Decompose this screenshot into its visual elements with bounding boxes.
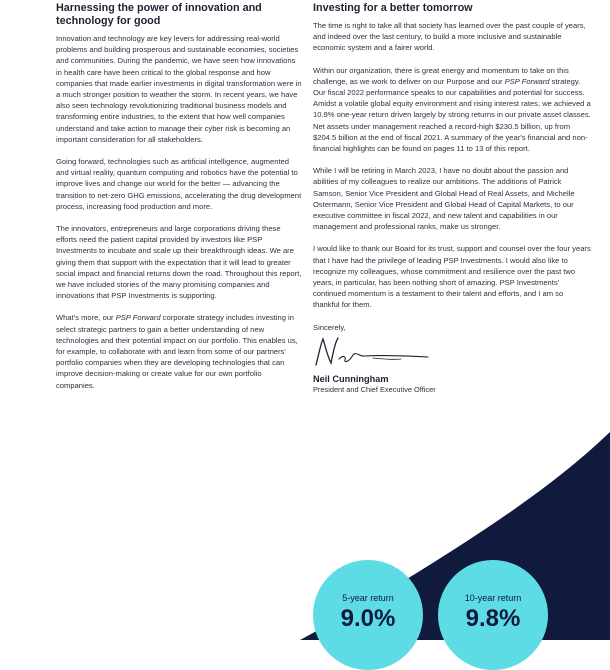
left-p4-strategy-name: PSP Forward	[115, 313, 161, 323]
ten-year-return-label: 10-year return	[464, 593, 522, 603]
left-paragraph-2: Going forward, technologies such as artificial intelligence, augmented and virtual reality, quantum computing and robotics have the potential to improve lives and change our world for the better — advancing the transition to net-zero GHG emissions, accelerating the drug development process, increasing food production and more.	[56, 157, 302, 211]
ten-year-return-badge	[438, 560, 548, 670]
five-year-return-label: 5-year return	[342, 593, 394, 603]
right-paragraph-3: While I will be retiring in March 2023, I have no doubt about the passion and abilities of my colleagues to realize our ambitions. The additions of Patrick Samson, Senior Vice President and Global Head of Real Assets, and Michelle Ostermann, Senior Vice President and Global Head of Capital Markets, to our executive committee in fiscal 2022, and new talent and capabilities in our management and professional ranks, make us stronger.	[313, 166, 575, 232]
signer-name: Neil Cunningham	[313, 373, 389, 384]
closing-text: Sincerely,	[313, 322, 346, 332]
left-paragraph-4	[56, 312, 302, 390]
left-p4-before: What's more, our	[56, 313, 116, 323]
right-column	[313, 2, 591, 395]
signature-block	[313, 322, 591, 395]
left-heading: Harnessing the power of innovation and technology for good	[56, 2, 262, 27]
right-p2-after: strategy. Our fiscal 2022 performance speaks to our capabilities and potential for success. Amidst a volatile global equity environment and rising interest rates, we achieved a 10.9% one-year return driven largely by strong returns in our private asset classes. Net assets under management reached a record-high $230.5 billion, up from $204.5 billion at the end of fiscal 2021. A summary of the year's financial and non-financial highlights can be found on pages 11 to 13 of this report.	[313, 76, 591, 154]
signer-title: President and Chief Executive Officer	[313, 384, 436, 394]
left-column	[56, 2, 302, 402]
five-year-return-badge	[313, 560, 423, 670]
right-paragraph-4: I would like to thank our Board for its trust, support and counsel over the four years that I have had the privilege of leading PSP Investments. I would also like to recognize my colleagues, whose commitment and resilience over the past two years, in particular, has been nothing short of amazing. PSP Investments' continued momentum is a testament to their talent and efforts, and I am so thankful for them.	[313, 244, 591, 310]
right-paragraph-1: The time is right to take all that society has learned over the past couple of years, and indeed over the last century, to build a more inclusive and sustainable economic system and a fairer world.	[313, 21, 586, 53]
five-year-return-value: 9.0%	[340, 605, 396, 632]
right-p2-before: Within our organization, there is great energy and momentum to take on this challenge, as we work to deliver on our Purpose and our	[313, 65, 569, 86]
right-heading: Investing for a better tomorrow	[313, 2, 473, 14]
ten-year-return-value: 9.8%	[465, 605, 521, 632]
right-paragraph-2	[313, 65, 591, 155]
left-paragraph-3: The innovators, entrepreneurs and large corporations driving these efforts need the patient capital provided by investors like PSP Investments to incubate and scale up their breakthrough ideas. We are giving them that support with the expectation that it will lead to greater social impact and financial returns down the road. Throughout this report, we have included stories of the many promising companies and innovations that PSP Investments is supporting.	[56, 224, 302, 301]
handwritten-signature	[313, 335, 433, 369]
left-p4-after: corporate strategy includes investing in select strategic partners to gain a better understanding of new technologies and their potential impact on our portfolio. This enables us, for example, to collaborate with and learn from some of our partners' portfolio companies when they are developing technologies that can improve decision-making or create value for our own portfolio companies.	[56, 313, 298, 390]
left-paragraph-1: Innovation and technology are key levers for addressing real-world problems and building prosperous and sustainable economies, societies and communities. During the pandemic, we have seen how innovations in health care have been critical to the global response and how companies that made earlier investments in digital transformation were in a much stronger position to weather the storm. In recent years, we have also seen technology revolutionizing traditional business models and transforming entire industries, to the extent that how well companies understand and take action to manage their cyber risk is becoming an important consideration for all stakeholders.	[56, 34, 302, 144]
right-p2-strategy-name: PSP Forward	[504, 76, 550, 86]
